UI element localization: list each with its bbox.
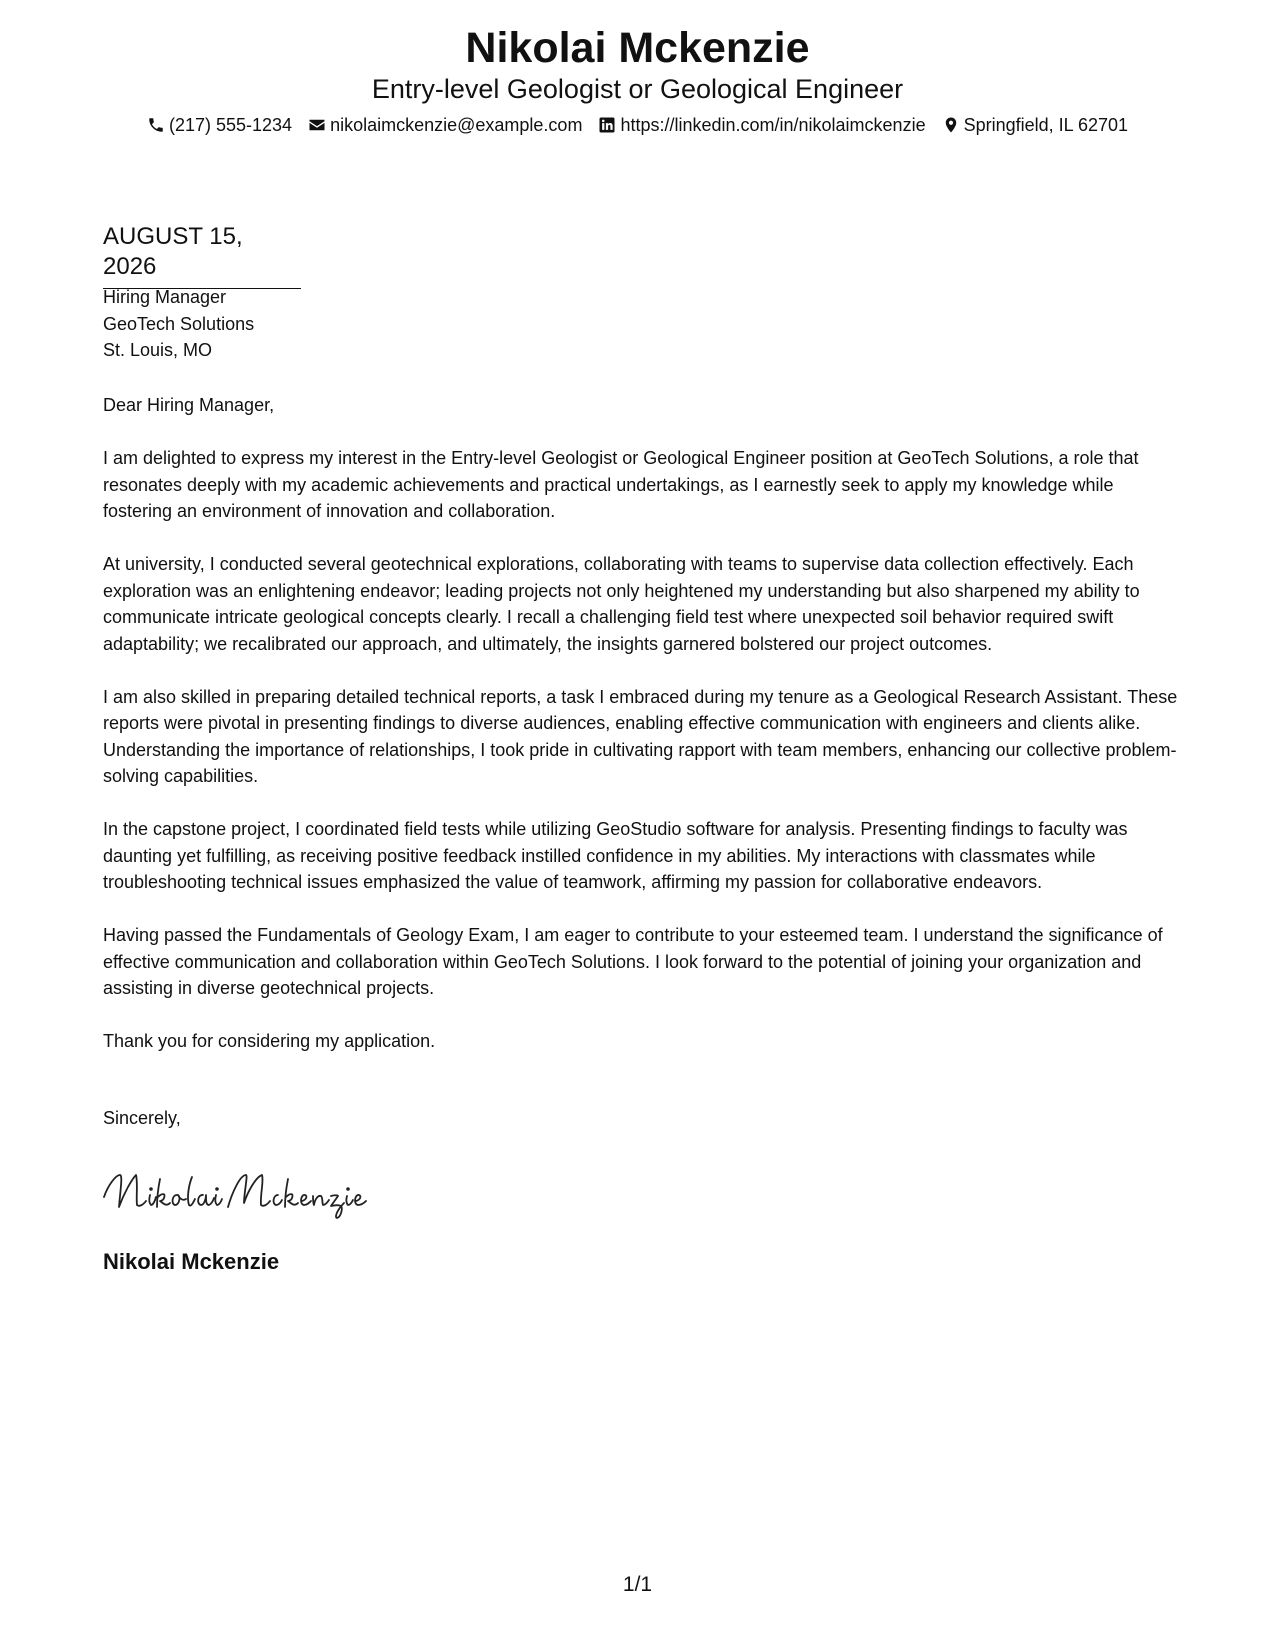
greeting: Dear Hiring Manager, bbox=[103, 395, 275, 415]
applicant-name: Nikolai Mckenzie bbox=[465, 24, 810, 72]
page-number: 1/1 bbox=[622, 1573, 653, 1596]
body-paragraph: In the capstone project, I coordinated field tests while utilizing GeoStudio software for analysis. Presenting findings to faculty was daunting yet fulfilling, as receiving positive feedback instilled confidence in my abilities. My interactions with classmates while troubleshooting technical issues emphasized the value of teamwork, affirming my passion for collaborative endeavors. bbox=[103, 819, 1128, 892]
letter-date: AUGUST 15, 2026 bbox=[103, 222, 301, 289]
contact-email[interactable] bbox=[308, 112, 582, 138]
phone-icon bbox=[147, 116, 165, 134]
body-paragraph: Thank you for considering my application. bbox=[103, 1031, 436, 1051]
phone-text: (217) 555-1234 bbox=[168, 115, 293, 135]
contact-info bbox=[0, 112, 1275, 138]
closing: Sincerely, bbox=[103, 1108, 181, 1128]
map-marker-icon bbox=[942, 116, 960, 134]
handwritten-signature bbox=[100, 1163, 370, 1223]
recipient-address bbox=[103, 284, 254, 364]
recipient-company: GeoTech Solutions bbox=[103, 313, 255, 334]
contact-linkedin[interactable] bbox=[598, 112, 925, 138]
signer-name: Nikolai Mckenzie bbox=[103, 1249, 280, 1274]
linkedin-icon bbox=[598, 116, 616, 134]
job-title: Entry-level Geologist or Geological Engineer bbox=[371, 74, 904, 104]
location-text: Springfield, IL 62701 bbox=[963, 115, 1129, 135]
body-paragraph: Having passed the Fundamentals of Geology Exam, I am eager to contribute to your esteemed team. I understand the significance of effective communication and collaboration within GeoTech Solutions. I look forward to the potential of joining your organization and assisting in diverse geotechnical projects. bbox=[103, 925, 1163, 998]
recipient-location: St. Louis, MO bbox=[103, 340, 213, 360]
body-paragraph: At university, I conducted several geotechnical explorations, collaborating with teams to supervise data collection effectively. Each exploration was an enlightening endeavor; leading projects not only heightened my understanding but also sharpened my ability to communicate intricate geological concepts clearly. I recall a challenging field test where unexpected soil behavior required swift adaptability; we recalibrated our approach, and ultimately, the insights garnered bolstered our project outcomes. bbox=[103, 554, 1140, 654]
email-text: nikolaimckenzie@example.com bbox=[330, 115, 583, 135]
letter-body bbox=[103, 392, 1178, 1081]
envelope-icon bbox=[308, 116, 326, 134]
linkedin-text: https://linkedin.com/in/nikolaimckenzie bbox=[620, 115, 926, 135]
contact-location bbox=[942, 112, 1128, 138]
contact-phone[interactable] bbox=[147, 112, 292, 138]
recipient-line: Hiring Manager bbox=[103, 287, 227, 307]
body-paragraph: I am also skilled in preparing detailed technical reports, a task I embraced during my tenure as a Geological Research Assistant. These reports were pivotal in presenting findings to diverse audiences, enabling effective communication with engineers and clients alike. Understanding the importance of relationships, I took pride in cultivating rapport with team members, enhancing our collective problem-solving capabilities. bbox=[103, 686, 1178, 786]
body-paragraph: I am delighted to express my interest in the Entry-level Geologist or Geological Engineer position at GeoTech Solutions, a role that resonates deeply with my academic achievements and practical undertakings, as I earnestly seek to apply my knowledge while fostering an environment of innovation and collaboration. bbox=[103, 448, 1139, 521]
